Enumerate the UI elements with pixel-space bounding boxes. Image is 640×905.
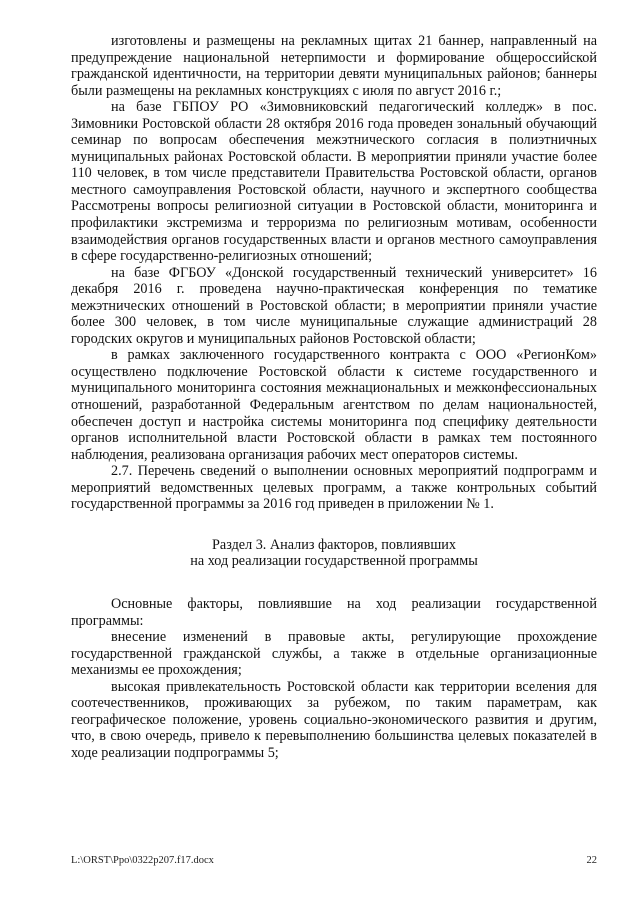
paragraph: на базе ГБПОУ РО «Зимовниковский педагогический колледж» в пос. Зимовники Ростовской области 28 октября 2016 года проведен зональный обучающий семинар по вопросам обеспечения межэтнического согласия в полиэтничных муниципальных районах Ростовской области. В мероприятии приняли участие более 110 человек, в том числе представители Правительства Ростовской области, органов местного самоуправления Ростовской области, научного и экспертного сообщества Рассмотрены вопросы религиозной ситуации в Ростовской области, мониторинга и профилактики экстремизма и терроризма по религиозным мотивам, особенности взаимодействия органов государственных власти и органов местного самоуправления в сфере государственно-религиозных отношений;	[71, 99, 597, 265]
document-body	[71, 33, 597, 761]
footer-file-path: L:\ORST\Ppo\0322p207.f17.docx	[71, 855, 214, 866]
section-heading-line-2: на ход реализации государственной программы	[190, 553, 478, 570]
paragraph: Основные факторы, повлиявшие на ход реализации государственной программы:	[71, 595, 597, 629]
section-heading	[71, 537, 597, 570]
section-heading-line-1: Раздел 3. Анализ факторов, повлиявших	[212, 536, 456, 553]
paragraph: на базе ФГБОУ «Донской государственный технический университет» 16 декабря 2016 г. проведена научно-практическая конференция по тематике межэтнических отношений в Ростовской области; в мероприятии приняли участие более 300 человек, в том числе муниципальные служащие администраций 28 городских округов и муниципальных районов Ростовской области;	[71, 264, 597, 347]
paragraph: в рамках заключенного государственного контракта с ООО «РегионКом» осуществлено подключение Ростовской области к системе государственного и муниципального мониторинга состояния межнациональных и межконфессиональных отношений, разработанной Федеральным агентством по делам национальностей, обеспечен доступ и настройка системы мониторинга под специфику деятельности органов исполнительной власти Ростовской области в рамках тем постоянного наблюдения, реализована организация рабочих мест операторов системы.	[71, 347, 597, 463]
paragraph: высокая привлекательность Ростовской области как территории вселения для соотечественников, проживающих за рубежом, по таким параметрам, как географическое положение, уровень социально-экономического развития и другим, что, в свою очередь, привело к перевыполнению большинства целевых показателей в ходе реализации подпрограммы 5;	[71, 678, 597, 761]
paragraph: изготовлены и размещены на рекламных щитах 21 баннер, направленный на предупреждение национальной нетерпимости и формирование общероссийской гражданской идентичности, на территории девяти муниципальных районов; баннеры были размещены на рекламных конструкциях с июля по август 2016 г.;	[71, 33, 597, 99]
paragraph: 2.7. Перечень сведений о выполнении основных мероприятий подпрограмм и мероприятий ведомственных целевых программ, а также контрольных событий государственной программы за 2016 год приведен в приложении № 1.	[71, 463, 597, 513]
footer-page-number: 22	[586, 855, 597, 866]
paragraph: внесение изменений в правовые акты, регулирующие прохождение государственной гражданской службы, а также в отдельные организационные механизмы ее прохождения;	[71, 629, 597, 679]
